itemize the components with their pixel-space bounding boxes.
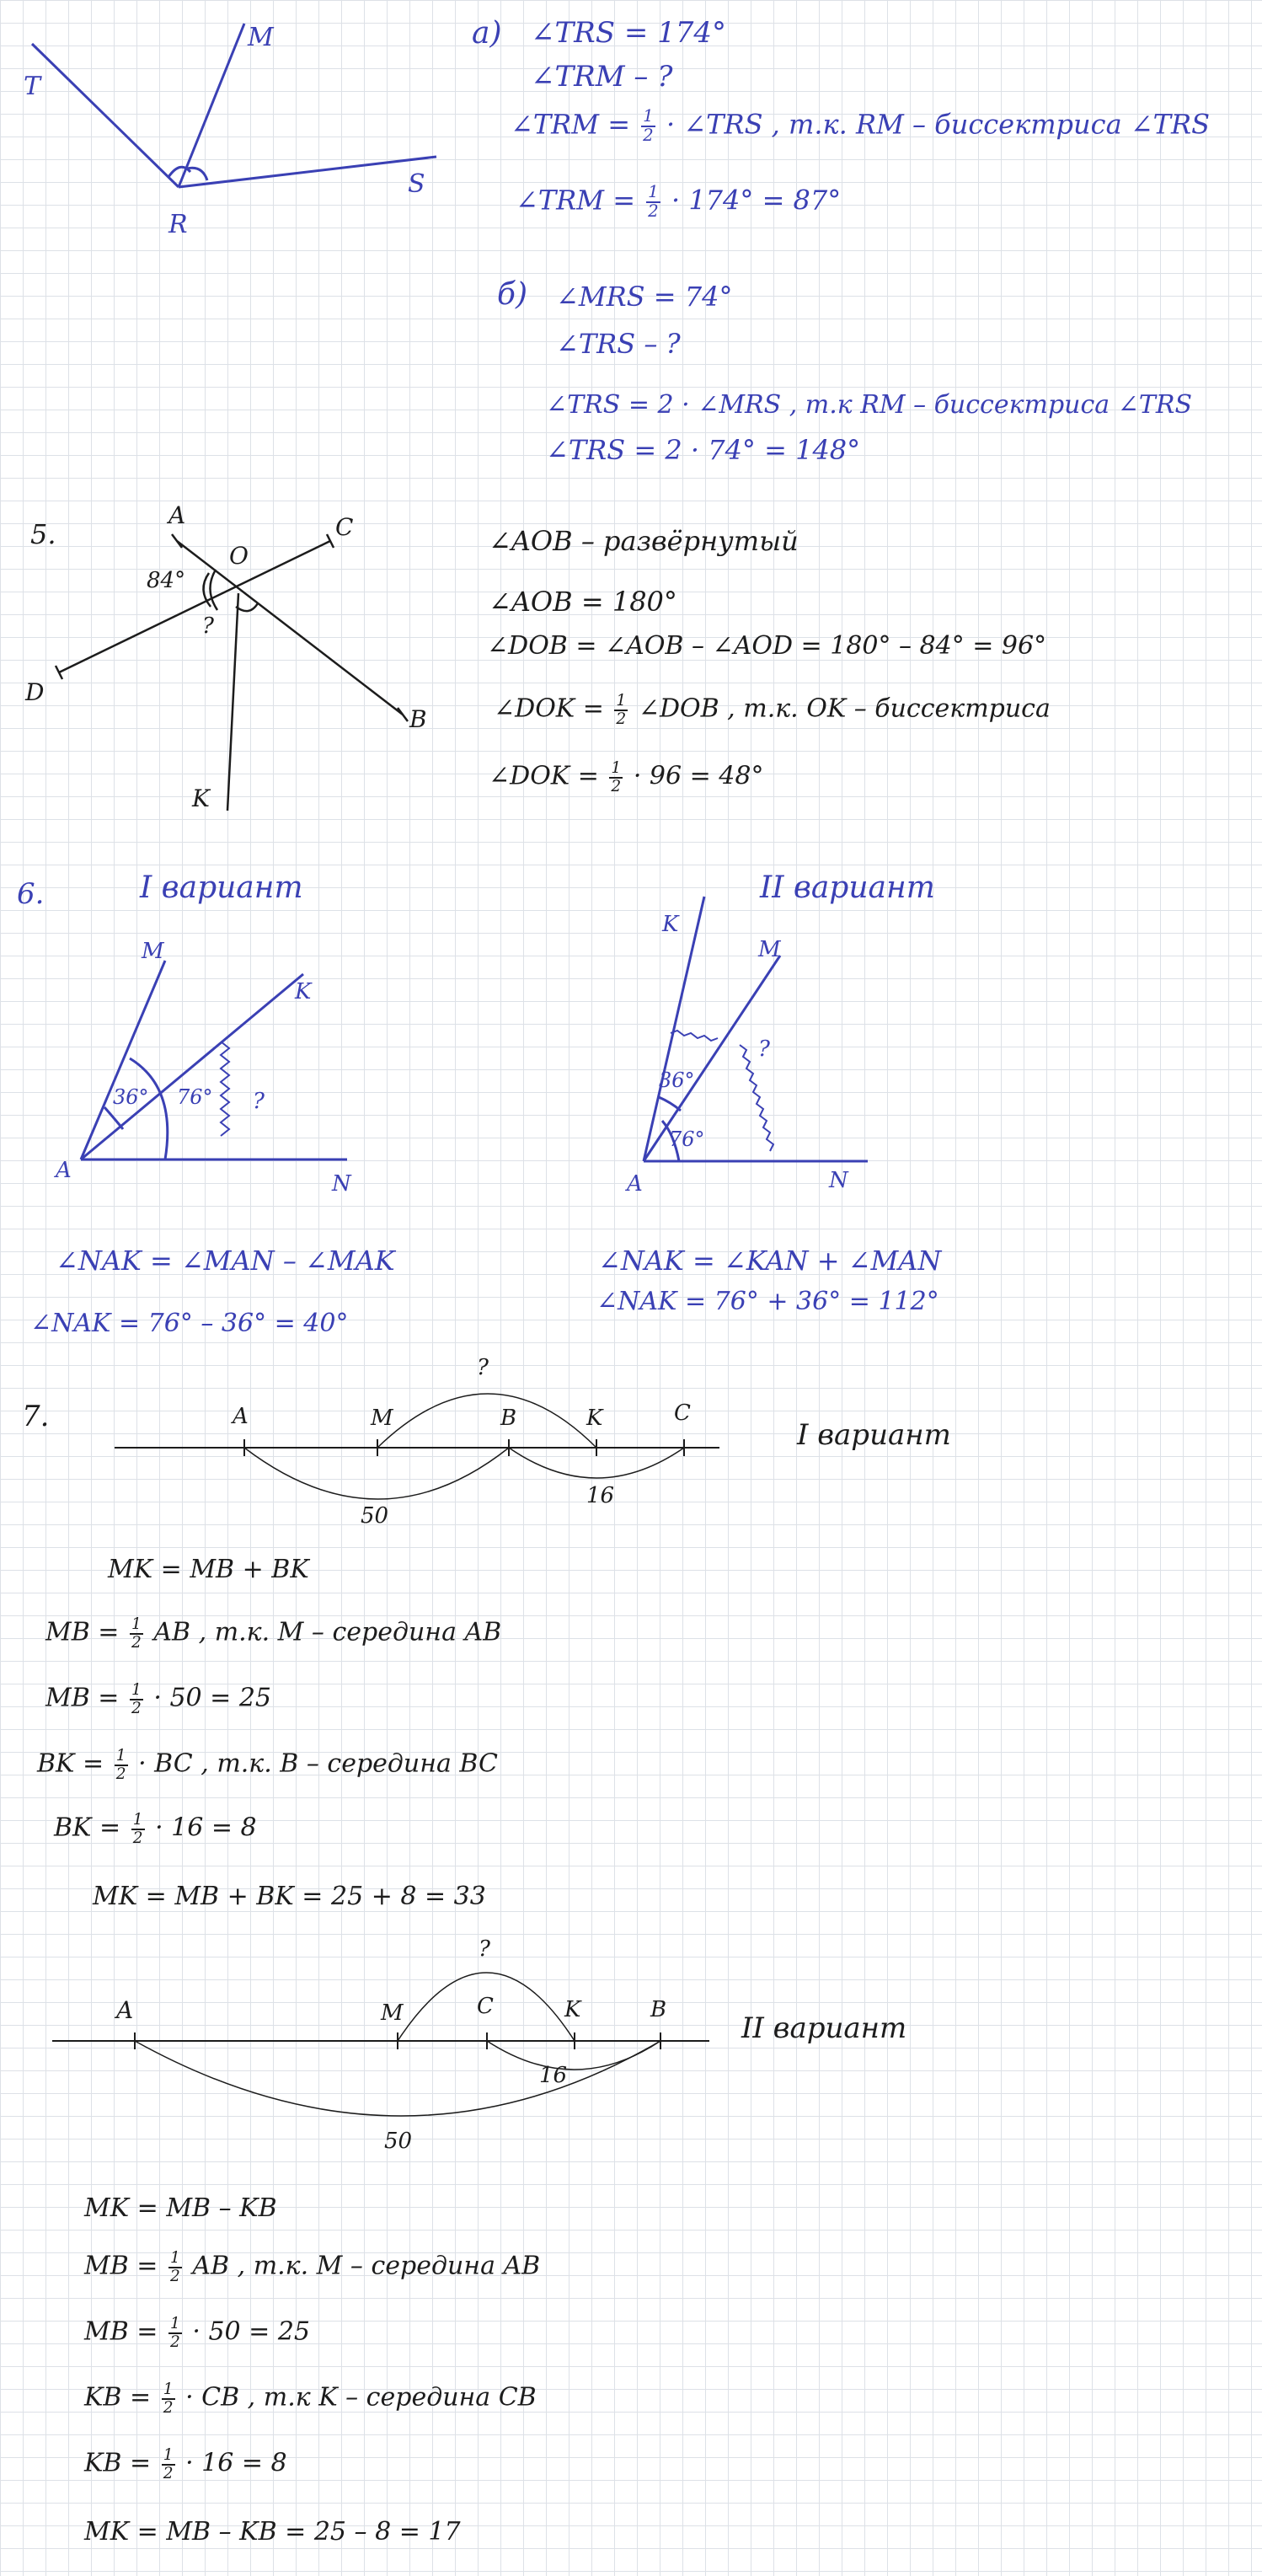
fraction-num: 1 [611,759,622,777]
fraction-num: 1 [169,2249,180,2267]
p7-v1-label-k: K [586,1406,603,1431]
fraction-den: 2 [131,1699,142,1717]
p4-diagram [32,24,436,187]
p4a-line-3-rhs: · ∠TRS , т.к. RM – биссектриса ∠TRS [666,108,1210,141]
p4a-line-4 [516,184,841,221]
p7-v1-line-4 [37,1748,498,1782]
p7-v2-line-4-rhs: · CB , т.к K – середина CB [185,2382,537,2413]
p6-v1-title: I вариант [140,870,303,905]
fraction-den: 2 [648,201,659,221]
fraction-den: 2 [169,2267,180,2285]
p7-v1-label-m: M [371,1406,393,1431]
fraction-den: 2 [611,777,622,795]
p6-v1-label-m: M [142,939,164,964]
p7-v2-line-2-rhs: AB , т.к. M – середина AB [192,2251,541,2281]
p7-v1-line-3-rhs: · 50 = 25 [153,1683,272,1713]
p5-label-k: K [192,785,210,812]
p7-v1-line-4-lhs: BK = [37,1749,104,1779]
p5-label-c: C [335,513,354,541]
p7-v1-label-c: C [674,1400,691,1426]
p4a-line-3 [511,108,1210,145]
p5-line-3: ∠DOB = ∠AOB – ∠AOD = 180° – 84° = 96° [487,631,1047,661]
fraction-half [131,1812,145,1846]
fraction-half [130,1682,143,1716]
p6-v1-line-2: ∠NAK = 76° – 36° = 40° [30,1309,349,1338]
p6-v1-angle-76: 76° [177,1085,213,1109]
p4-label-s: S [408,169,425,199]
p5-diagram [56,534,408,811]
p7-v1-label-b: B [500,1406,517,1431]
p7-v1-question: ? [477,1355,489,1380]
p7-v2-line-1: MK = MB – KB [84,2193,277,2223]
p4-label-t: T [24,72,41,101]
p7-v2-line-2 [84,2250,540,2284]
p6-v1-angle-36: 36° [113,1085,149,1109]
p6-v2-label-k: K [662,912,679,937]
fraction-num: 1 [163,2446,174,2464]
fraction-num: 1 [131,1615,142,1633]
p5-label-o: O [229,542,249,570]
fraction-half [641,108,655,145]
fraction-den: 2 [169,2332,180,2351]
p7-v1-line-2-lhs: MB = [45,1617,120,1647]
p6-v1-label-k: K [295,979,312,1004]
fraction-num: 1 [115,1747,126,1765]
p5-number: 5. [30,518,56,550]
p7-v1-line-2-rhs: AB , т.к. M – середина AB [153,1617,502,1647]
p7-v2-label-b: B [650,1997,667,2022]
p4-label-r: R [168,210,188,239]
p6-v2-title: II вариант [760,870,935,905]
p7-v2-distance-16: 16 [539,2063,568,2088]
p5-line-5-rhs: · 96 = 48° [633,761,764,791]
p7-v2-title: II вариант [741,2011,907,2045]
p5-line-5-lhs: ∠DOK = [489,761,599,791]
fraction-half [168,2316,182,2350]
p4a-line-1: ∠TRS = 174° [531,16,727,50]
fraction-num: 1 [643,106,654,126]
p7-v2-line-3-lhs: MB = [84,2316,158,2347]
p5-line-5 [489,760,763,795]
p5-angle-question: ? [202,613,214,639]
p7-v1-line-6: MK = MB + BK = 25 + 8 = 33 [93,1882,486,1911]
p6-v2-line-2: ∠NAK = 76° + 36° = 112° [596,1287,939,1316]
p6-v1-angle-question: ? [253,1089,265,1114]
fraction-num: 1 [132,1811,143,1829]
p7-v1-line-5 [54,1812,257,1846]
p4b-line-1: ∠MRS = 74° [556,281,733,313]
p4b-line-4: ∠TRS = 2 · 74° = 148° [546,434,861,466]
p7-v2-line-2-lhs: MB = [84,2251,158,2281]
p4a-line-4-lhs: ∠TRM = [516,184,635,217]
p7-v1-distance-50: 50 [361,1503,389,1529]
fraction-den: 2 [131,1633,142,1652]
p7-v2-label-a: A [116,1996,134,2024]
p7-v2-line-5 [84,2447,287,2482]
p5-line-2: ∠AOB = 180° [489,586,677,618]
p6-v1-line-1: ∠NAK = ∠MAN – ∠MAK [56,1245,395,1277]
p6-v2-angle-76: 76° [669,1127,705,1151]
p7-v2-label-m: M [381,2000,404,2026]
p5-line-4-rhs: ∠DOB , т.к. OK – биссектриса [638,694,1051,724]
fraction-num: 1 [163,2381,174,2398]
p7-v2-line-5-lhs: KB = [84,2448,152,2478]
fraction-num: 1 [616,692,627,710]
p4b-marker: б) [497,277,528,312]
p7-v2-line-3-rhs: · 50 = 25 [192,2316,311,2347]
p7-v2-distance-50: 50 [384,2129,413,2154]
p7-v1-distance-16: 16 [586,1483,615,1508]
fraction-half [614,693,628,727]
p7-v2-line-3 [84,2316,310,2350]
fraction-num: 1 [648,182,659,201]
p4a-line-3-lhs: ∠TRM = [511,108,630,141]
p7-v1-line-1: MK = MB + BK [108,1555,309,1584]
p5-angle-84: 84° [147,568,186,593]
p7-v1-title: I вариант [797,1418,951,1452]
p7-v2-label-c: C [477,1994,494,2019]
p5-label-b: B [409,705,427,733]
p7-v2-line-5-rhs: · 16 = 8 [185,2448,287,2478]
fraction-half [609,760,623,795]
p7-v1-line-5-rhs: · 16 = 8 [155,1813,257,1843]
p7-v2-question: ? [479,1936,490,1962]
p4a-marker: а) [472,16,502,51]
p6-v2-angle-question: ? [758,1036,770,1062]
fraction-half [646,184,660,221]
p6-v2-angle-36: 36° [659,1068,695,1092]
p4-label-m: M [248,23,274,52]
p7-v2-label-k: K [564,1997,581,2022]
p7-v1-line-3 [45,1682,271,1716]
p6-v2-label-a: A [627,1171,643,1197]
p5-line-4-lhs: ∠DOK = [494,694,604,724]
p5-label-d: D [25,678,45,706]
p5-line-1: ∠AOB – развёрнутый [489,525,799,557]
p4a-line-4-rhs: · 174° = 87° [671,184,842,217]
fraction-half [115,1748,128,1782]
fraction-half [162,2447,175,2482]
p7-v1-line-5-lhs: BK = [54,1813,121,1843]
p5-label-a: A [168,501,186,529]
p6-v2-label-n: N [829,1168,848,1193]
p6-v2-label-m: M [758,937,781,962]
p7-v1-diagram [115,1394,719,1499]
p4a-line-2: ∠TRM – ? [531,60,673,94]
fraction-half [168,2250,182,2284]
p4b-line-3: ∠TRS = 2 · ∠MRS , т.к RM – биссектриса ∠TRS [546,390,1192,420]
p6-v1-label-a: A [56,1158,72,1183]
p6-number: 6. [17,877,45,911]
p5-line-4 [494,693,1051,727]
fraction-num: 1 [169,2315,180,2332]
p7-v2-diagram [52,1973,709,2116]
p7-v1-line-3-lhs: MB = [45,1683,120,1713]
fraction-den: 2 [616,710,627,728]
fraction-den: 2 [132,1829,143,1847]
p7-v2-line-4-lhs: KB = [84,2382,152,2413]
p7-v2-line-4 [84,2381,537,2416]
fraction-den: 2 [115,1765,126,1783]
p4b-line-2: ∠TRS – ? [556,328,681,360]
p7-v1-label-a: A [233,1404,249,1429]
p7-v1-line-2 [45,1616,501,1651]
fraction-half [162,2381,175,2416]
fraction-den: 2 [643,125,654,145]
fraction-den: 2 [163,2464,174,2482]
p7-v2-line-6: MK = MB – KB = 25 – 8 = 17 [84,2517,461,2547]
p6-v2-line-1: ∠NAK = ∠KAN + ∠MAN [598,1245,942,1277]
p6-v1-label-n: N [332,1171,351,1197]
p7-number: 7. [22,1400,50,1433]
fraction-num: 1 [131,1681,142,1699]
fraction-den: 2 [163,2398,174,2417]
p7-v1-line-4-rhs: · BC , т.к. B – середина BC [138,1749,498,1779]
fraction-half [130,1616,143,1651]
